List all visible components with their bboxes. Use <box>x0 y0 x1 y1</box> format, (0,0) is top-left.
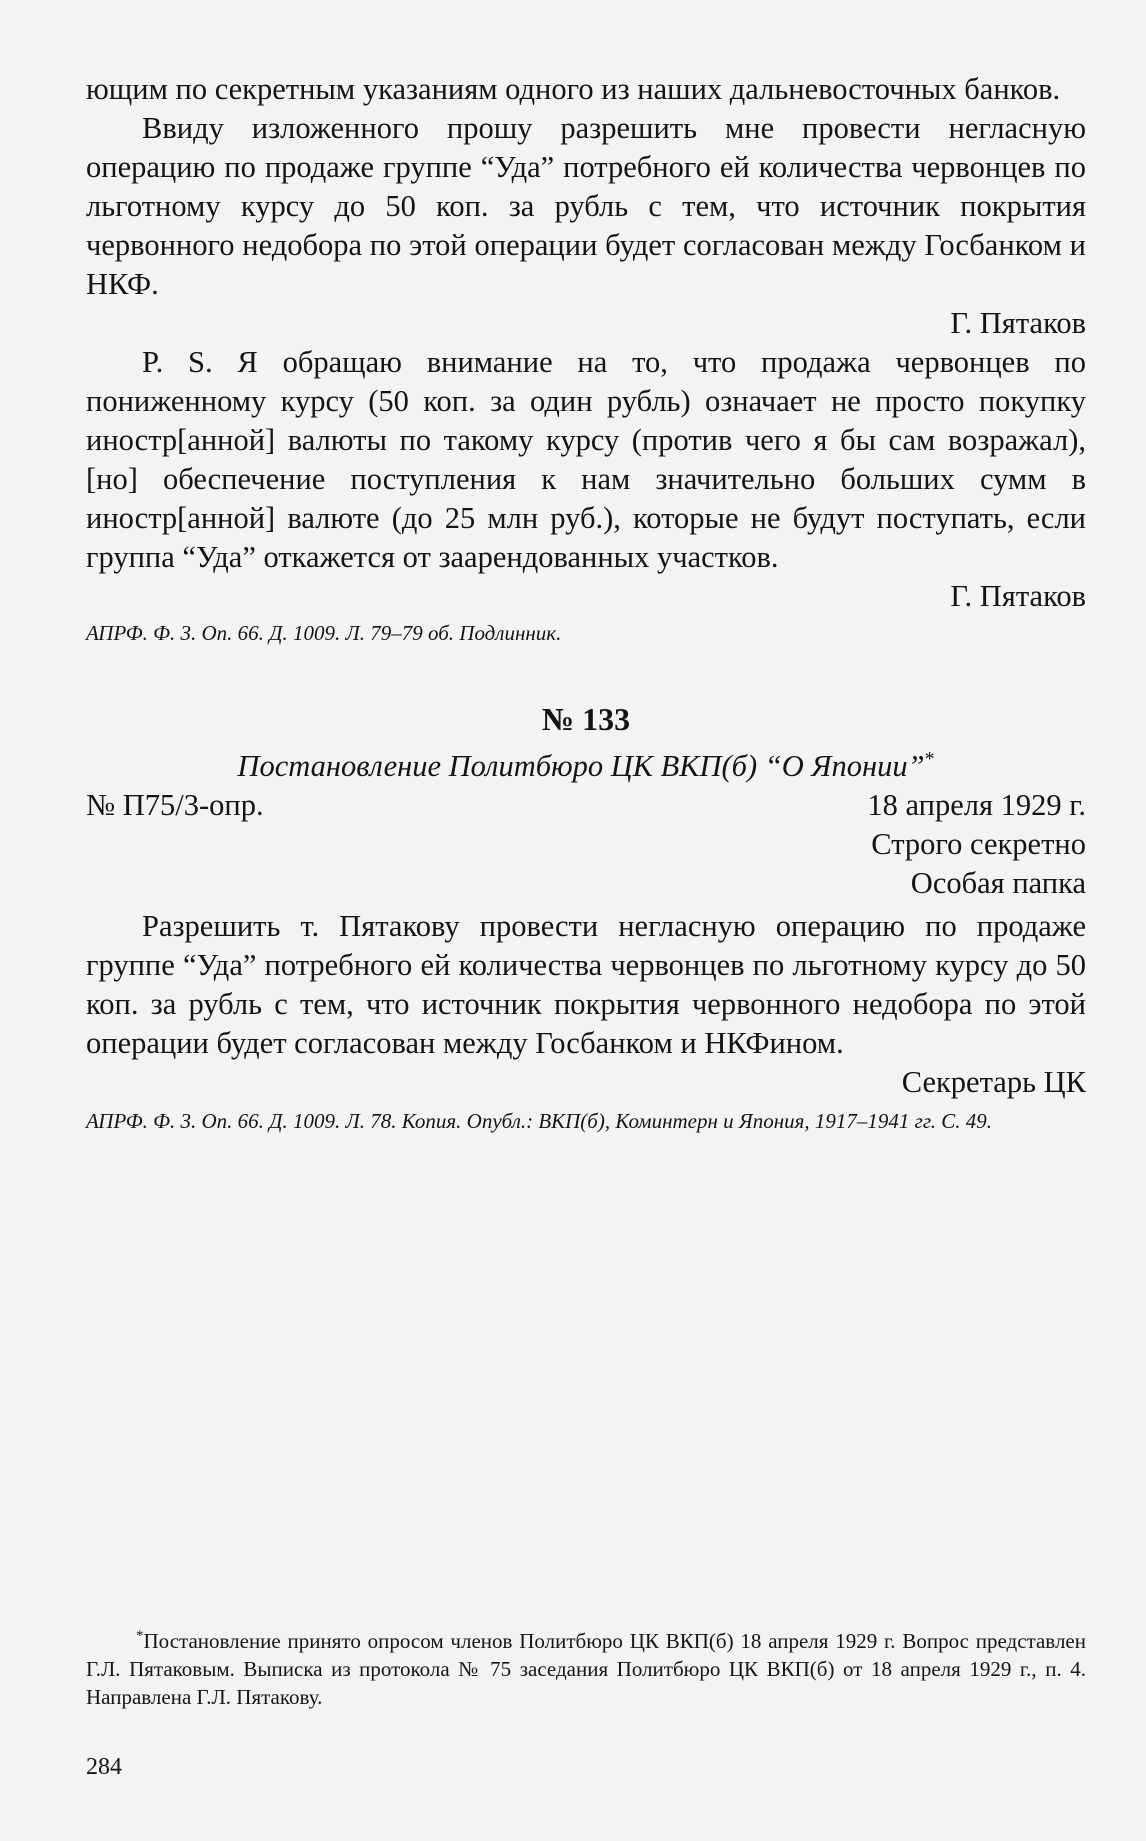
signature-pyatakov-ps: Г. Пятаков <box>950 579 1086 613</box>
protocol-date-row <box>86 786 1086 825</box>
footnote <box>86 1622 1086 1711</box>
special-folder-label: Особая папка <box>910 866 1086 901</box>
continued-paragraph: ющим по секретным указаниям одного из наших дальневосточных банков. <box>86 72 1061 106</box>
signer-title: Секретарь ЦК <box>901 1065 1086 1100</box>
postscript-paragraph: P. S. Я обращаю внимание на то, что продажа червонцев по пониженному курсу (50 коп. за один рубль) означает не просто покупку иностр[анной] валюты по такому курсу (против чего я бы сам возражал), [но] обеспечение поступления к нам значительно больших сумм в иностр[анной] валюте (до 25 млн руб.), которые не будут поступать, если группа “Уда” откажется от заарендованных участков. <box>86 345 1086 574</box>
archive-source-prev: АПРФ. Ф. 3. Оп. 66. Д. 1009. Л. 79–79 об. Подлинник. <box>86 621 562 645</box>
protocol-number: № П75/3-опр. <box>86 788 264 823</box>
document-date: 18 апреля 1929 г. <box>867 788 1086 823</box>
request-paragraph: Ввиду изложенного прошу разрешить мне провести негласную операцию по продаже группе “Уда” потребного ей количества червонцев по льготному курсу до 50 коп. за рубль с тем, что источник покрытия червонного недобора по этой операции будет согласован между Госбанком и НКФ. <box>86 111 1086 301</box>
document-title-text: Постановление Политбюро ЦК ВКП(б) “О Японии” <box>237 749 925 784</box>
document-number: № 133 <box>541 701 631 737</box>
signature-pyatakov: Г. Пятаков <box>950 306 1086 340</box>
secrecy-label: Строго секретно <box>871 827 1086 862</box>
page-body <box>86 70 1086 1135</box>
document-title <box>86 739 1086 786</box>
footnote-mark: * <box>136 1628 144 1644</box>
archive-source: АПРФ. Ф. 3. Оп. 66. Д. 1009. Л. 78. Копия. Опубл.: ВКП(б), Коминтерн и Япония, 1917–1941 гг. С. 49. <box>86 1109 992 1134</box>
footnote-text: Постановление принято опросом членов Политбюро ЦК ВКП(б) 18 апреля 1929 г. Вопрос представлен Г.Л. Пятаковым. Выписка из протокола № 75 заседания Политбюро ЦК ВКП(б) от 18 апреля 1929 г., п. 4. Направлена Г.Л. Пятакову. <box>86 1629 1086 1709</box>
page-number: 284 <box>86 1754 122 1780</box>
resolution-text: Разрешить т. Пятакову провести негласную операцию по продаже группе “Уда” потребного ей количества червонцев по льготному курсу до 50 коп. за рубль с тем, что источник покрытия червонного недобора по этой операции будет согласован между Госбанком и НКФином. <box>86 909 1086 1061</box>
footnote-marker: * <box>924 748 935 770</box>
